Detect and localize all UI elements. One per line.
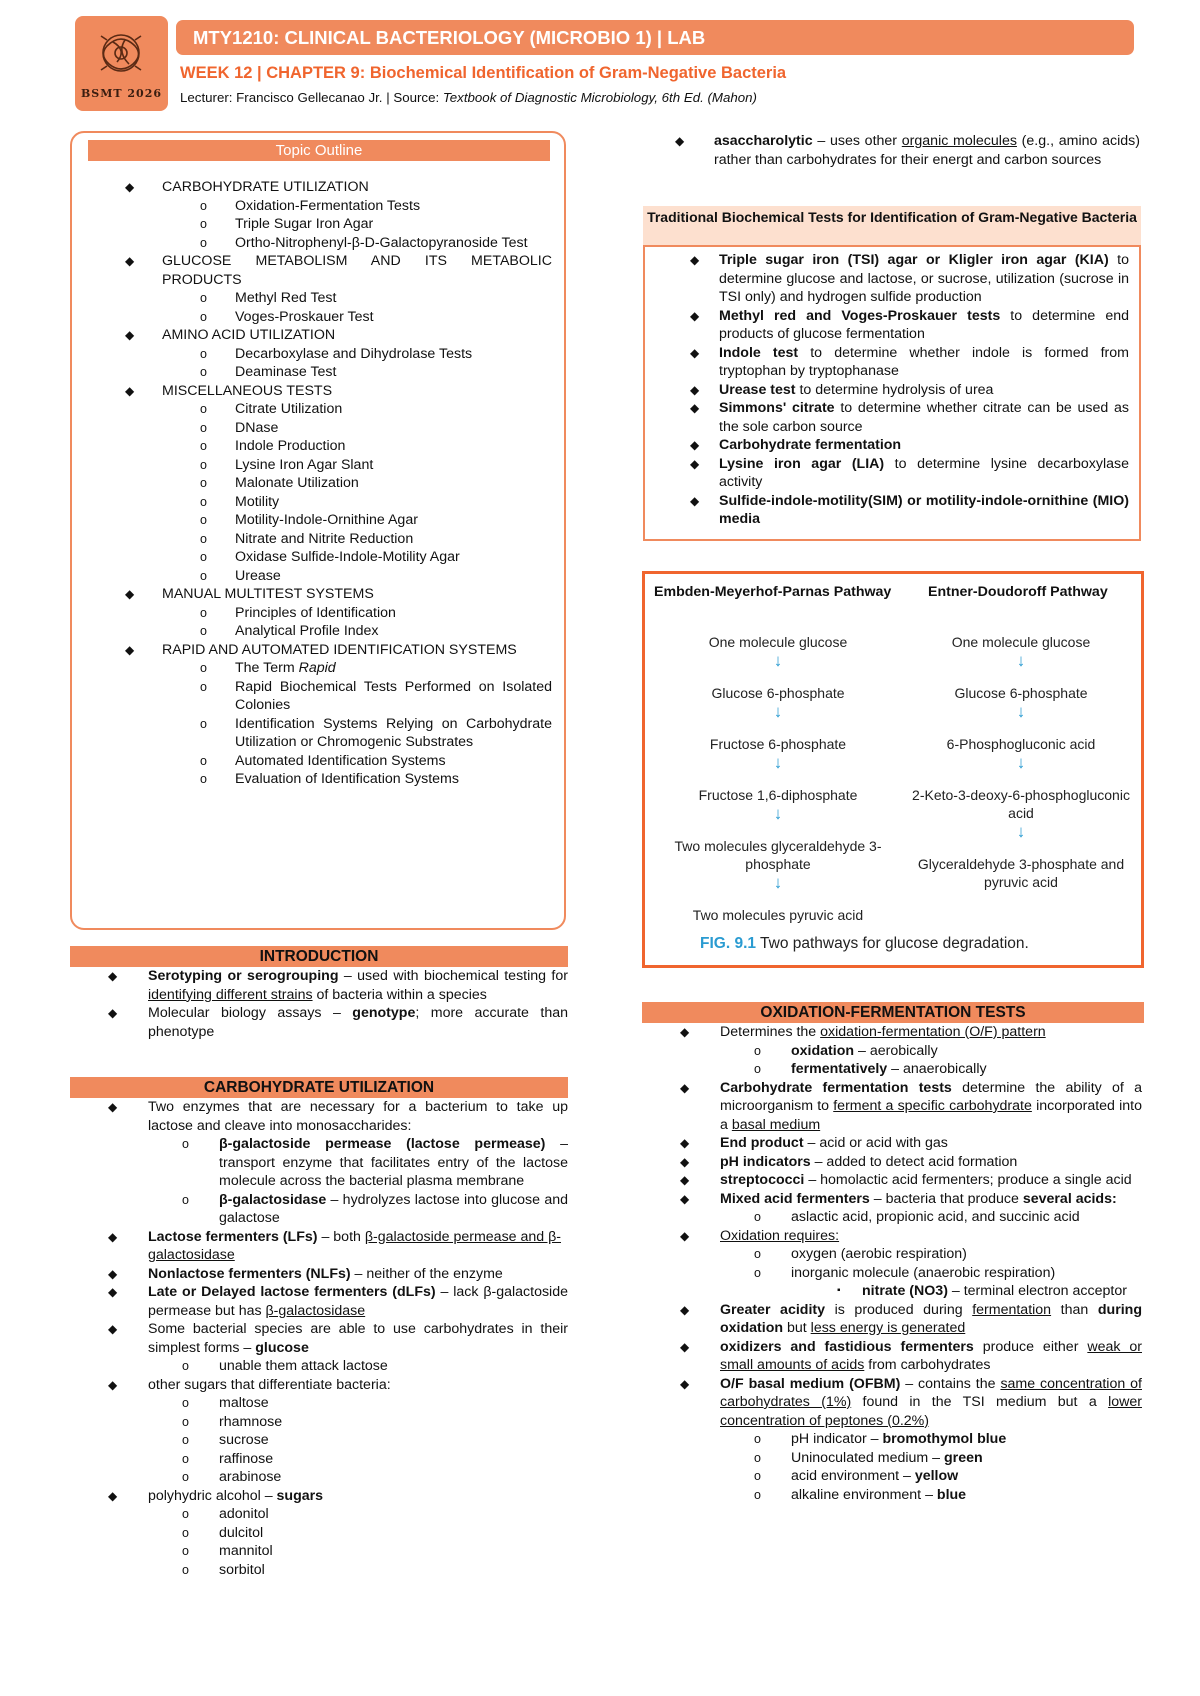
circle-bullet-icon: o [182, 1414, 189, 1429]
outline-subitem [125, 345, 552, 364]
outline-item [125, 585, 552, 604]
circle-bullet-icon: o [200, 291, 207, 305]
list-item: ◆ Late or Delayed lactose fermenters (dLFs) – lack β-galactoside permease but has β-galactosidase [108, 1284, 568, 1319]
outline-subitem-label: DNase [235, 419, 279, 436]
outline-subitem-prefix: The Term [235, 660, 299, 676]
pathway-step: 6-Phosphogluconic acid [946, 736, 1096, 752]
circle-bullet-icon: o [200, 550, 207, 564]
list-item-label: sucrose [219, 1432, 269, 1448]
outline-subitem [125, 197, 552, 216]
list-item [70, 1524, 568, 1543]
pathway-step: Fructose 6-phosphate [709, 736, 847, 752]
circle-bullet-icon: o [200, 217, 207, 231]
bullet-icon: ◆ [108, 1266, 118, 1281]
outline-item [125, 382, 552, 401]
list-item: o aslactic acid, propionic acid, and succinic acid [754, 1209, 1080, 1225]
circle-bullet-icon: o [200, 661, 207, 675]
list-item: ◆ Nonlactose fermenters (NLFs) – neither of the enzyme [108, 1265, 503, 1282]
list-item [70, 1450, 568, 1469]
list-item-label: adonitol [219, 1506, 269, 1522]
list-item: ◆ Mixed acid fermenters – bacteria that produce several acids: [680, 1190, 1117, 1207]
bullet-icon: ◆ [680, 1154, 690, 1169]
outline-subitem-label: Methyl Red Test [235, 290, 337, 306]
list-item: o inorganic molecule (anaerobic respiration) [754, 1264, 1056, 1281]
bullet-icon: ◆ [108, 1285, 118, 1299]
circle-bullet-icon: o [200, 346, 207, 361]
list-item: ◆ Two enzymes that are necessary for a bacterium to take up lactose and cleave into monosaccharides: [108, 1099, 568, 1134]
bullet-icon: ◆ [690, 493, 700, 508]
test-description: to determine lysine decarboxylase activity [719, 455, 1130, 490]
outline-subitem-label: Automated Identification Systems [235, 752, 446, 769]
outline-subitem-label: Malonate Utilization [235, 475, 359, 491]
bullet-icon: ◆ [108, 1377, 118, 1392]
ed-pathway-title: Entner-Doudoroff Pathway [928, 584, 1108, 600]
bullet-icon: ◆ [125, 383, 135, 398]
list-item: ◆ asaccharolytic – uses other organic molecules (e.g., amino acids) rather than carbohydrates for their energt and carbon sources [675, 133, 1140, 168]
asaccharolytic-block [620, 132, 1140, 169]
outline-item-label: MANUAL MULTITEST SYSTEMS [162, 586, 374, 602]
list-item [70, 1468, 568, 1487]
circle-bullet-icon: o [200, 457, 207, 472]
circle-bullet-icon: o [754, 1043, 761, 1058]
outline-subitem-label: Urease [235, 567, 281, 584]
bullet-icon: ◆ [108, 969, 118, 983]
traditional-test-item [645, 307, 1129, 344]
outline-subitem-label: Motility [235, 493, 280, 510]
down-arrow-icon: ↓ [1016, 702, 1026, 721]
outline-subitem-label: Deaminase Test [235, 364, 337, 380]
list-item-label: acid environment – [791, 1468, 915, 1484]
down-arrow-icon: ↓ [773, 702, 783, 721]
outline-subitem [125, 234, 552, 253]
list-item: o unable them attack lactose [182, 1358, 388, 1374]
outline-subitem-label: Analytical Profile Index [235, 623, 379, 639]
test-description: to determine end products of glucose fermentation [719, 307, 1129, 342]
department-logo [75, 16, 168, 111]
circle-bullet-icon: o [182, 1192, 189, 1207]
circle-bullet-icon: o [754, 1432, 761, 1446]
bullet-icon: ◆ [690, 308, 700, 323]
outline-subitem-label: Rapid Biochemical Tests Performed on Isolated Colonies [235, 678, 552, 713]
circle-bullet-icon: o [200, 772, 207, 786]
outline-subitem [125, 604, 552, 623]
bullet-icon: ◆ [125, 254, 135, 268]
outline-item [125, 326, 552, 345]
logo-text: BSMT 2026 [80, 87, 163, 100]
outline-subitem [125, 678, 552, 715]
list-item: ◆ End product – acid or acid with gas [680, 1135, 948, 1151]
circle-bullet-icon: o [182, 1525, 189, 1540]
bullet-icon: ◆ [125, 642, 135, 657]
list-item-label: dulcitol [219, 1524, 264, 1541]
list-item-value: blue [936, 1486, 967, 1503]
circle-bullet-icon: o [200, 198, 207, 213]
outline-item-label: CARBOHYDRATE UTILIZATION [162, 179, 369, 195]
list-item: ◆ O/F basal medium (OFBM) – contains the same concentration of carbohydrates (1%) found in the TSI medium but a lower concentration of peptones (0.2%) [680, 1375, 1142, 1429]
circle-bullet-icon: o [200, 624, 207, 638]
list-item: o β-galactosidase – hydrolyzes lactose into glucose and galactose [182, 1191, 568, 1226]
outline-subitem-emphasis: Rapid [298, 660, 336, 676]
circle-bullet-icon: o [200, 365, 207, 379]
list-item [70, 1505, 568, 1524]
pathway-step: 2-Keto-3-deoxy-6-phosphogluconic acid [912, 787, 1130, 821]
week-title: WEEK 12 | CHAPTER 9: Biochemical Identification of Gram-Negative Bacteria [180, 64, 787, 82]
bullet-icon: ◆ [690, 253, 700, 267]
traditional-tests-title: Traditional Biochemical Tests for Identification of Gram-Negative Bacteria [643, 206, 1141, 247]
circle-bullet-icon: o [200, 568, 207, 583]
list-item: ◆ Carbohydrate fermentation tests determine the ability of a microorganism to ferment a specific carbohydrate incorporated into a basal medium [680, 1079, 1142, 1133]
topic-outline-list [125, 178, 552, 789]
carbohydrate-section [70, 1098, 568, 1579]
list-item: ◆ Some bacterial species are able to use carbohydrates in their simplest forms – glucose [108, 1321, 568, 1356]
outline-subitem [125, 308, 552, 327]
circle-bullet-icon: o [182, 1451, 189, 1466]
circle-bullet-icon: o [200, 716, 207, 731]
list-item-label: pH indicator – [791, 1431, 883, 1447]
circle-bullet-icon: o [200, 494, 207, 509]
pathway-step: Glyceraldehyde 3-phosphate and pyruvic acid [917, 856, 1125, 890]
down-arrow-icon: ↓ [773, 873, 783, 892]
circle-bullet-icon: o [182, 1396, 189, 1410]
outline-item-label: MISCELLANEOUS TESTS [162, 382, 333, 399]
circle-bullet-icon: o [754, 1450, 761, 1465]
bullet-icon: ◆ [680, 1376, 690, 1391]
circle-bullet-icon: o [754, 1247, 761, 1261]
bullet-icon: ◆ [690, 438, 700, 452]
pathway-step: One molecule glucose [951, 634, 1091, 650]
traditional-test-item [645, 344, 1129, 381]
outline-subitem [125, 437, 552, 456]
list-item-label: maltose [219, 1395, 269, 1411]
circle-bullet-icon: o [200, 605, 207, 620]
list-item [642, 1467, 1142, 1486]
list-item: ◆ Oxidation requires: [680, 1227, 840, 1244]
list-item: ◆ polyhydric alcohol – sugars [108, 1487, 324, 1504]
outline-subitem [125, 752, 552, 771]
circle-bullet-icon: o [182, 1137, 189, 1151]
traditional-test-item [645, 455, 1129, 492]
circle-bullet-icon: o [182, 1562, 189, 1577]
list-item-value: green [944, 1449, 983, 1466]
circle-bullet-icon: o [182, 1359, 189, 1373]
circle-bullet-icon: o [200, 513, 207, 527]
down-arrow-icon: ↓ [1016, 822, 1026, 841]
down-arrow-icon: ↓ [1016, 753, 1026, 772]
of-tests-header: OXIDATION-FERMENTATION TESTS [642, 1002, 1144, 1023]
test-name: Triple sugar iron (TSI) agar or Kligler iron agar (KIA) [719, 252, 1109, 268]
list-item [70, 1561, 568, 1580]
bullet-icon: ◆ [125, 328, 135, 342]
traditional-test-item [645, 381, 1129, 400]
square-bullet-icon: ▪ [837, 1285, 841, 1296]
list-item [642, 1486, 1142, 1505]
test-name: Carbohydrate fermentation [719, 437, 902, 453]
circle-bullet-icon: o [182, 1470, 189, 1484]
list-item-value: bromothymol blue [882, 1431, 1007, 1447]
list-item [70, 1413, 568, 1432]
list-item: ◆ pH indicators – added to detect acid formation [680, 1153, 1018, 1170]
bullet-icon: ◆ [125, 180, 135, 194]
pathway-step: Glucose 6-phosphate [711, 685, 845, 701]
traditional-test-item [645, 399, 1129, 436]
outline-item-label: RAPID AND AUTOMATED IDENTIFICATION SYSTEMS [162, 641, 517, 658]
outline-subitem-label: Indole Production [235, 438, 346, 454]
list-item-label: raffinose [219, 1450, 274, 1467]
list-item: ▪ nitrate (NO3) – terminal electron acceptor [837, 1283, 1127, 1299]
list-item [70, 1542, 568, 1561]
down-arrow-icon: ↓ [1016, 651, 1026, 670]
bullet-icon: ◆ [675, 134, 685, 148]
outline-subitem-label: Lysine Iron Agar Slant [235, 456, 374, 473]
circle-bullet-icon: o [200, 309, 207, 324]
outline-subitem-label: Motility-Indole-Ornithine Agar [235, 512, 418, 528]
list-item [642, 1449, 1142, 1468]
bullet-icon: ◆ [680, 1025, 690, 1039]
course-title: MTY1210: CLINICAL BACTERIOLOGY (MICROBIO 1) | LAB [176, 20, 1134, 55]
traditional-test-item [645, 436, 1129, 455]
test-description: to determine whether citrate can be used as the sole carbon source [719, 400, 1130, 435]
outline-subitem-label: Nitrate and Nitrite Reduction [235, 530, 414, 547]
outline-subitem [125, 511, 552, 530]
list-item: ◆ oxidizers and fastidious fermenters produce either weak or small amounts of acids from carbohydrates [680, 1338, 1142, 1373]
pathway-step: Glucose 6-phosphate [954, 685, 1088, 701]
outline-subitem-label: Decarboxylase and Dihydrolase Tests [235, 345, 473, 362]
outline-item [125, 252, 552, 289]
outline-subitem [125, 567, 552, 586]
bullet-icon: ◆ [690, 382, 700, 397]
list-item: ◆ streptococci – homolactic acid fermenters; produce a single acid [680, 1172, 1132, 1188]
circle-bullet-icon: o [200, 753, 207, 768]
outline-subitem-label: Ortho-Nitrophenyl-β-D-Galactopyranoside Test [235, 234, 528, 251]
introduction-header: INTRODUCTION [70, 946, 568, 967]
down-arrow-icon: ↓ [773, 753, 783, 772]
outline-subitem-label: Identification Systems Relying on Carbohydrate Utilization or Chromogenic Substrates [235, 715, 552, 750]
list-item [642, 1430, 1142, 1449]
outline-subitem [125, 715, 552, 752]
traditional-test-item [645, 251, 1129, 307]
bullet-icon: ◆ [690, 456, 700, 471]
test-description: to determine whether indole is formed from tryptophan by tryptophanase [719, 344, 1129, 379]
outline-subitem-label: Citrate Utilization [235, 401, 343, 417]
outline-subitem-label: Voges-Proskauer Test [235, 308, 374, 325]
emp-pathway-title: Embden-Meyerhof-Parnas Pathway [654, 584, 892, 600]
bullet-icon: ◆ [125, 587, 135, 601]
bullet-icon: ◆ [108, 1100, 118, 1114]
test-name: Methyl red and Voges-Proskauer tests [719, 307, 1001, 324]
outline-subitem-label [235, 660, 336, 676]
list-item: o oxidation – aerobically [754, 1042, 938, 1059]
outline-subitem [125, 622, 552, 641]
pathway-step: One molecule glucose [708, 634, 848, 650]
list-item-label: Uninoculated medium – [791, 1449, 944, 1466]
down-arrow-icon: ↓ [773, 804, 783, 823]
test-description: to determine glucose and lactose, or sucrose, utilization (sucrose in TSI only) and hydrogen sulfide production [719, 252, 1129, 305]
outline-subitem [125, 493, 552, 512]
bullet-icon: ◆ [108, 1322, 118, 1336]
circle-bullet-icon: o [200, 679, 207, 694]
bullet-icon: ◆ [680, 1173, 690, 1187]
outline-subitem [125, 363, 552, 382]
list-item: ◆ Greater acidity is produced during fermentation than during oxidation but less energy is generated [680, 1301, 1142, 1336]
outline-subitem-label: Oxidase Sulfide-Indole-Motility Agar [235, 549, 460, 565]
list-item-label: arabinose [219, 1469, 282, 1485]
pathway-step: Two molecules glyceraldehyde 3-phosphate [674, 838, 882, 872]
topic-outline-title: Topic Outline [88, 140, 550, 161]
test-name: Indole test [719, 344, 799, 361]
list-item: o fermentatively – anaerobically [754, 1061, 987, 1077]
outline-subitem [125, 456, 552, 475]
circle-bullet-icon: o [182, 1544, 189, 1558]
bullet-icon: ◆ [680, 1136, 690, 1150]
list-item-label: sorbitol [219, 1561, 265, 1578]
bullet-icon: ◆ [108, 1006, 118, 1020]
bullet-icon: ◆ [690, 401, 700, 415]
bullet-icon: ◆ [108, 1229, 118, 1244]
figure-caption: FIG. 9.1 Two pathways for glucose degradation. [700, 935, 1029, 952]
list-item [70, 1394, 568, 1413]
circle-bullet-icon: o [754, 1210, 761, 1224]
test-name: Simmons' citrate [719, 400, 835, 416]
list-item: ◆ Lactose fermenters (LFs) – both β-galactoside permease and β-galactosidase [108, 1228, 561, 1263]
list-item-label: mannitol [219, 1543, 273, 1559]
list-item: ◆ Serotyping or serogrouping – used with biochemical testing for identifying different strains of bacteria within a species [108, 968, 568, 1003]
test-description: to determine hydrolysis of urea [795, 381, 994, 398]
outline-subitem-label: Oxidation-Fermentation Tests [235, 197, 421, 214]
circle-bullet-icon: o [754, 1062, 761, 1076]
test-name: Urease test [719, 381, 796, 398]
list-item-value: yellow [914, 1468, 959, 1484]
circle-bullet-icon: o [754, 1265, 761, 1280]
traditional-tests-list [645, 251, 1129, 529]
circle-bullet-icon: o [200, 402, 207, 416]
list-item-label: rhamnose [219, 1413, 283, 1430]
outline-item-label: GLUCOSE METABOLISM AND ITS METABOLIC PRODUCTS [162, 253, 552, 288]
list-item: ◆ Determines the oxidation-fermentation (O/F) pattern [680, 1024, 1046, 1040]
circle-bullet-icon: o [200, 531, 207, 546]
outline-subitem [125, 215, 552, 234]
list-item-label: alkaline environment – [791, 1486, 937, 1503]
outline-subitem [125, 548, 552, 567]
bullet-icon: ◆ [108, 1488, 118, 1503]
outline-subitem [125, 659, 552, 678]
list-item: o oxygen (aerobic respiration) [754, 1246, 967, 1262]
outline-subitem [125, 474, 552, 493]
bullet-icon: ◆ [680, 1302, 690, 1317]
outline-item-label: AMINO ACID UTILIZATION [162, 327, 336, 343]
circle-bullet-icon: o [754, 1469, 761, 1483]
outline-subitem [125, 400, 552, 419]
outline-subitem-label: Triple Sugar Iron Agar [235, 216, 374, 232]
outline-subitem [125, 770, 552, 789]
of-tests-section [642, 1023, 1142, 1504]
list-item: ◆ other sugars that differentiate bacteria: [108, 1376, 391, 1393]
circle-bullet-icon: o [182, 1507, 189, 1521]
pathway-step: Two molecules pyruvic acid [692, 907, 864, 923]
test-name: Sulfide-indole-motility(SIM) or motility-indole-ornithine (MIO) media [719, 492, 1129, 527]
outline-subitem [125, 530, 552, 549]
circle-bullet-icon: o [200, 420, 207, 435]
outline-item [125, 641, 552, 660]
introduction-section [70, 967, 568, 1041]
circle-bullet-icon: o [200, 439, 207, 453]
bullet-icon: ◆ [690, 345, 700, 360]
list-item [70, 1431, 568, 1450]
pathway-step: Fructose 1,6-diphosphate [698, 787, 858, 803]
bullet-icon: ◆ [680, 1191, 690, 1206]
outline-subitem-label: Evaluation of Identification Systems [235, 771, 459, 787]
outline-subitem [125, 289, 552, 308]
test-name: Lysine iron agar (LIA) [719, 455, 885, 472]
circle-bullet-icon: o [754, 1487, 761, 1502]
bullet-icon: ◆ [680, 1339, 690, 1354]
outline-subitem [125, 419, 552, 438]
circle-bullet-icon: o [200, 476, 207, 490]
bullet-icon: ◆ [680, 1228, 690, 1243]
emblem-icon [87, 22, 156, 84]
lecturer-line: Lecturer: Francisco Gellecanao Jr. | Source: Textbook of Diagnostic Microbiology, 6th Ed. (Mahon) [180, 90, 757, 105]
list-item: o β-galactoside permease (lactose permease) – transport enzyme that facilitates entry of the lactose molecule across the bacterial plasma membrane [182, 1136, 568, 1189]
down-arrow-icon: ↓ [773, 651, 783, 670]
outline-subitem-label: Principles of Identification [235, 604, 396, 621]
circle-bullet-icon: o [182, 1433, 189, 1447]
bullet-icon: ◆ [680, 1080, 690, 1095]
traditional-test-item [645, 492, 1129, 529]
circle-bullet-icon: o [200, 235, 207, 250]
list-item: ◆ Molecular biology assays – genotype; more accurate than phenotype [108, 1005, 568, 1040]
carbohydrate-header: CARBOHYDRATE UTILIZATION [70, 1077, 568, 1098]
outline-item [125, 178, 552, 197]
